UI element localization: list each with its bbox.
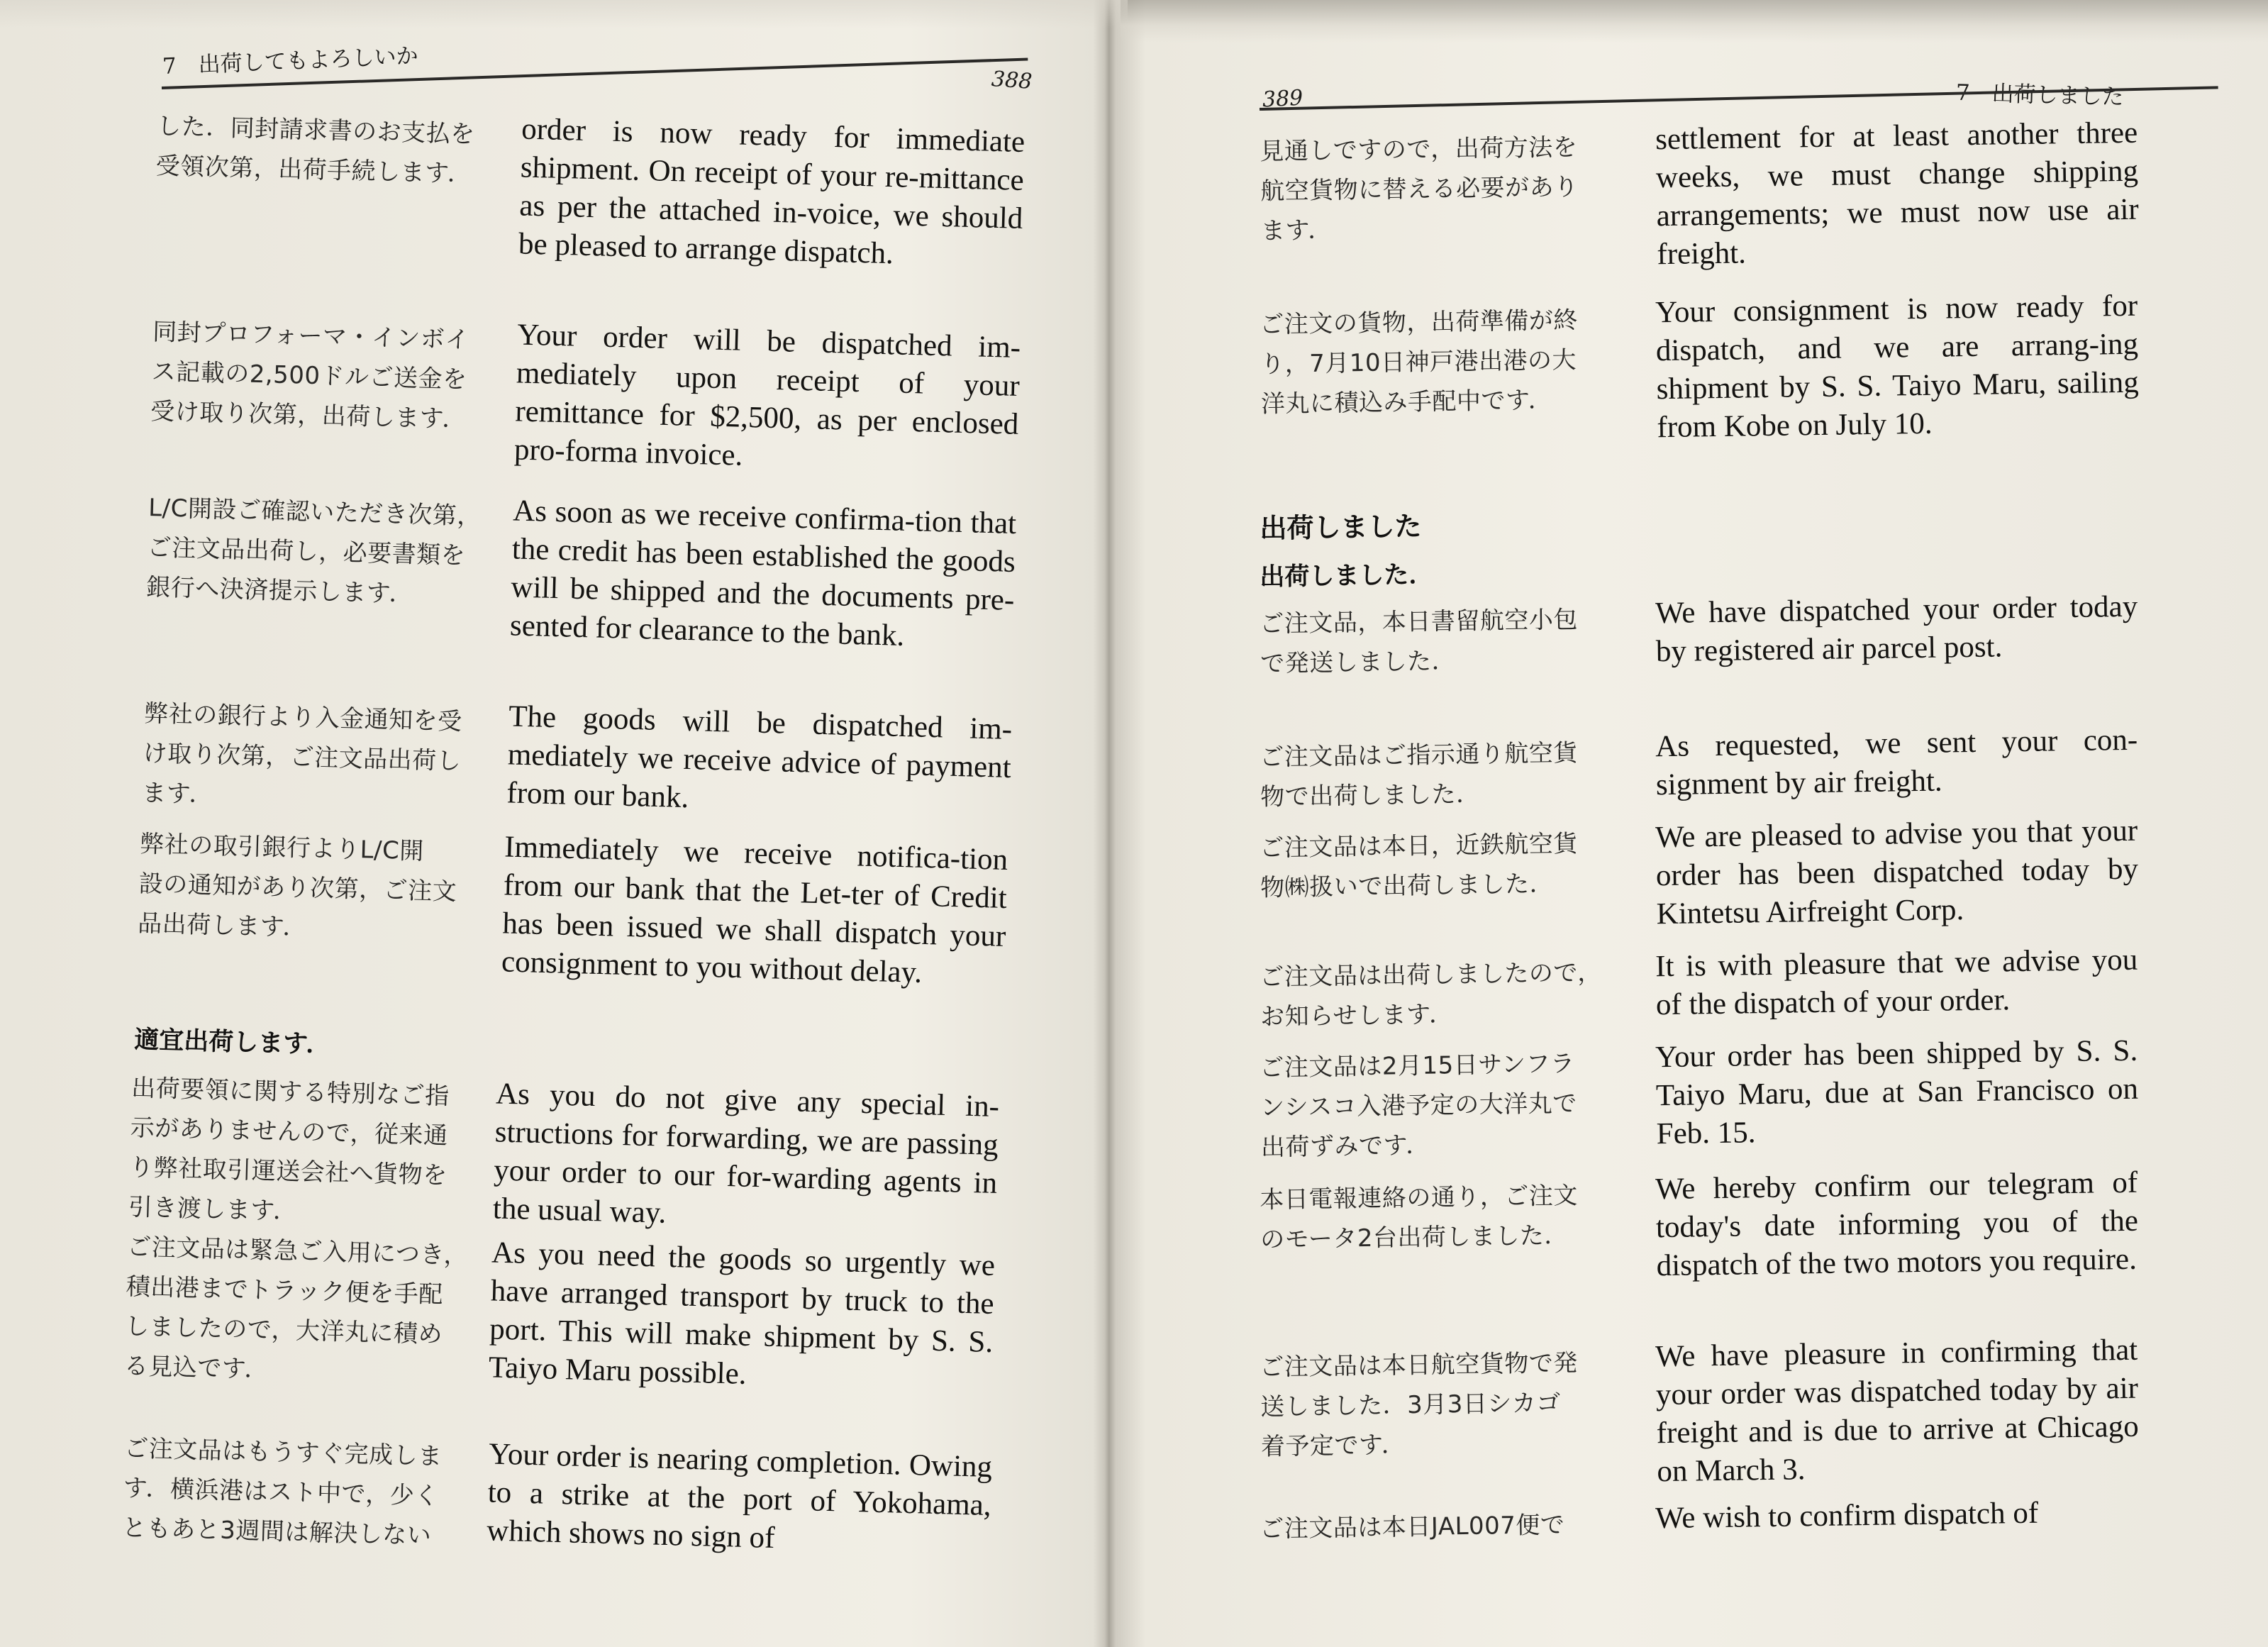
japanese-text: 本日電報連絡の通り，ご注文 のモータ2台出荷しました． (1260, 1181, 1579, 1254)
english-text: We have dispatched your order today by registered air parcel post. (1655, 589, 2138, 669)
sub-heading: 出荷しました． (1260, 560, 1434, 592)
english-text: settlement for at least another three weeks, we must change shipping arrangements; we must now use air freight. (1655, 116, 2139, 272)
right-page (1135, 0, 2268, 1647)
japanese-text: 出荷要領に関する特別なご指 示がありませんので，従来通 り弊社取引運送会社へ貨物を 引き渡します． (128, 1073, 450, 1226)
japanese-text: ご注文品は本日JAL007便で (1260, 1510, 1565, 1543)
section-heading: 出荷しました (1260, 510, 1422, 544)
english-text: We wish to confirm dispatch of (1655, 1496, 2039, 1536)
english-text: We are pleased to advise you that your order has been dispatched today by Kintetsu Airfreight Corp. (1655, 814, 2139, 931)
phrase-entry (123, 1227, 995, 1409)
phrase-entry (1260, 1333, 2140, 1497)
phrase-entry (122, 1429, 993, 1570)
english-text: Your order has been shipped by S. S. Taiyo Maru, due at San Francisco on Feb. 15. (1655, 1033, 2139, 1151)
english-text: The goods will be dispatched im-mediately we receive advice of payment from our bank. (506, 699, 1013, 815)
japanese-text: ご注文品は本日，近鉄航空貨 物㈱扱いで出荷しました． (1260, 829, 1579, 902)
japanese-text: ご注文品は出荷しましたので， お知らせします． (1260, 958, 1602, 1031)
english-text: Your order will be dispatched im-mediately upon receipt of your remittance for $2,500, as per enclosed pro-forma invoice. (513, 318, 1021, 472)
english-text: As you do not give any special in-structions for forwarding, we are passing your order to our for-warding agents in the usual way. (492, 1077, 1000, 1230)
phrase-entry (128, 1068, 999, 1250)
japanese-text: 弊社の銀行より入金通知を受 け取り次第，ご注文品出荷し ます． (141, 699, 463, 809)
phrase-entry (1260, 1497, 2138, 1549)
english-text: As requested, we sent your con-signment by air freight. (1655, 723, 2138, 802)
phrase-entry (142, 694, 1013, 836)
english-text: It is with pleasure that we advise you of the dispatch of your order. (1655, 943, 2138, 1022)
phrase-entry (1260, 723, 2138, 817)
phrase-entry (1260, 943, 2138, 1037)
chapter-header: 7 出荷しました (1955, 79, 2125, 111)
chapter-header: 7 出荷してもよろしいか (162, 43, 419, 79)
english-text: Your consignment is now ready for dispatch, and we are arrang-ing shipment by S. S. Taiyo Maru, sailing from Kobe on July 10. (1655, 289, 2139, 445)
phrase-entry (150, 312, 1021, 482)
english-text: Immediately we receive notifica-tion from our bank that the Let-ter of Credit has been issued we shall dispatch your consignment to you without delay. (501, 830, 1008, 989)
english-text: We have pleasure in confirming that your order was dispatched today by air freight and is due to arrive at Chicago on March 3. (1655, 1333, 2140, 1489)
phrase-entry (1260, 289, 2140, 453)
english-text: Your order is nearing completion. Owing to a strike at the port of Yokohama, which shows no sign of (486, 1437, 993, 1556)
japanese-text: した．同封請求書のお支払を 受領次第，出荷手続します． (155, 111, 476, 189)
left-page (0, 0, 1128, 1647)
phrase-entry (137, 824, 1008, 994)
japanese-text: ご注文品，本日書留航空小包 で発送しました． (1260, 605, 1579, 678)
japanese-text: ご注文品は2月15日サンフラ ンシスコ入港予定の大洋丸で 出荷ずみです． (1260, 1049, 1578, 1162)
japanese-text: L/C開設ご確認いただき次第， ご注文品出荷し，必要書類を 銀行へ決済提示します． (145, 493, 482, 609)
japanese-text: ご注文品は本日航空貨物で発 送しました．3月3日シカゴ 着予定です． (1260, 1348, 1579, 1461)
japanese-text: ご注文品はご指示通り航空貨 物で出荷しました． (1260, 738, 1579, 811)
japanese-text: 見通しですので，出荷方法を 航空貨物に替える必要があり ます． (1260, 133, 1579, 245)
phrase-entry (1260, 116, 2140, 279)
phrase-entry (1260, 589, 2138, 684)
japanese-text: ご注文品はもうすぐ完成しま す．横浜港はスト中で，少く ともあと3週間は解決しない (121, 1434, 443, 1551)
phrase-entry (1260, 1165, 2139, 1291)
page-number: 389 (1262, 85, 1304, 113)
english-text: As soon as we receive confirma-tion that the credit has been established the goods will be shipped and the documents pre-sented for clearance to the bank. (509, 494, 1017, 653)
section-heading: 適宜出荷します． (133, 1025, 331, 1060)
english-text: order is now ready for immediate shipment. On receipt of your re-mittance as per the attached in-voice, we should be pleased to arrange dispatch. (518, 112, 1025, 271)
japanese-text: 同封プロフォーマ・インボイ ス記載の2,500ドルご送金を 受け取り次第，出荷します． (150, 317, 470, 434)
phrase-entry (1260, 1033, 2139, 1168)
japanese-text: 弊社の取引銀行よりL/C開 設の通知があり次第，ご注文 品出荷します． (137, 829, 457, 943)
english-text: We hereby confirm our telegram of today's date informing you of the dispatch of the two motors you require. (1655, 1165, 2139, 1283)
page-number: 388 (990, 67, 1033, 94)
phrase-entry (145, 488, 1017, 658)
phrase-entry (1260, 816, 2139, 939)
phrase-entry (154, 106, 1025, 277)
japanese-text: ご注文品は緊急ご入用につき， 積出港までトラック便を手配 しましたので，大洋丸に積め る見込です． (123, 1232, 469, 1385)
english-text: As you need the goods so urgently we have arranged transport by truck to the port. This will make shipment by S. S. Taiyo Maru possible. (488, 1236, 996, 1391)
japanese-text: ご注文の貨物，出荷準備が終 り，7月10日神戸港出港の大 洋丸に積込み手配中です． (1260, 306, 1579, 418)
